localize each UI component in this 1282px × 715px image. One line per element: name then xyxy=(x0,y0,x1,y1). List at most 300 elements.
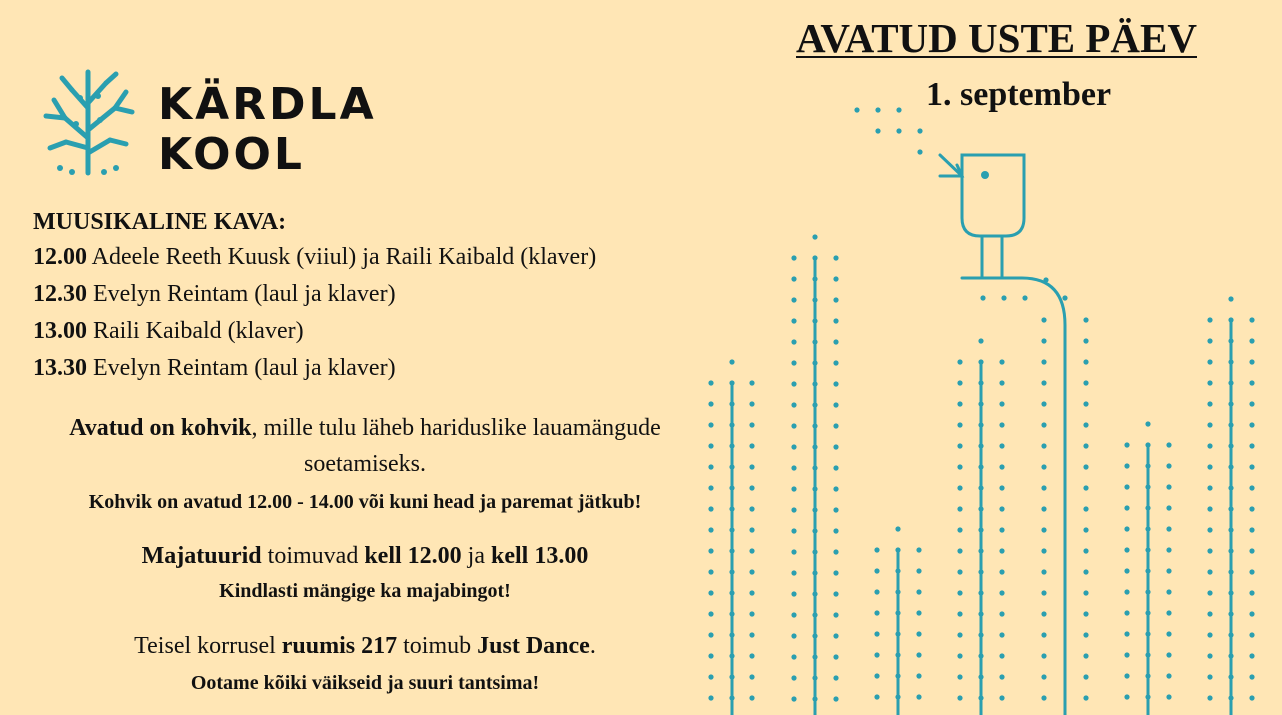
decorative-dot xyxy=(791,255,796,260)
decorative-dot xyxy=(957,443,962,448)
decorative-dot xyxy=(999,485,1004,490)
decorative-dot xyxy=(1041,653,1046,658)
decorative-dot xyxy=(957,422,962,427)
decorative-dot xyxy=(1124,442,1129,447)
decorative-dot xyxy=(1166,442,1171,447)
decorative-dot xyxy=(1228,506,1233,511)
decorative-dot xyxy=(1249,401,1254,406)
tour-text-2: ja xyxy=(461,543,491,569)
decorative-dot xyxy=(729,401,734,406)
decorative-dot xyxy=(1207,338,1212,343)
decorative-dot xyxy=(1083,401,1088,406)
decorative-dot xyxy=(1083,464,1088,469)
decorative-dot xyxy=(812,696,817,701)
decorative-dot xyxy=(812,444,817,449)
school-logo xyxy=(40,68,377,183)
decorative-dot xyxy=(833,696,838,701)
decorative-dot xyxy=(833,444,838,449)
decorative-dot xyxy=(957,569,962,574)
program-time: 13.30 xyxy=(33,355,87,381)
decorative-dot xyxy=(1145,547,1150,552)
decorative-dot xyxy=(729,506,734,511)
decorative-dot xyxy=(1124,484,1129,489)
decorative-dot xyxy=(1041,422,1046,427)
decorative-dot xyxy=(1062,295,1067,300)
decorative-dot xyxy=(1041,611,1046,616)
decorative-dot xyxy=(1249,569,1254,574)
dance-text-3: . xyxy=(589,633,596,659)
decorative-dot xyxy=(833,276,838,281)
decorative-dot xyxy=(708,401,713,406)
decorative-dot xyxy=(978,527,983,532)
decorative-dot xyxy=(708,611,713,616)
decorative-dot xyxy=(1145,652,1150,657)
decorative-dot xyxy=(1124,631,1129,636)
decorative-dot xyxy=(978,506,983,511)
decorative-dot xyxy=(791,318,796,323)
decorative-dot xyxy=(749,611,754,616)
decorative-dot xyxy=(1249,527,1254,532)
decorative-dot xyxy=(916,631,921,636)
decorative-dot xyxy=(1001,295,1006,300)
decorative-dot xyxy=(1145,421,1150,426)
decorative-dot xyxy=(978,359,983,364)
decorative-dot xyxy=(999,380,1004,385)
program-performer: Adeele Reeth Kuusk (viiul) ja Raili Kaibald (klaver) xyxy=(87,244,597,270)
decorative-dot xyxy=(999,569,1004,574)
decorative-dot xyxy=(1249,632,1254,637)
cafe-announcement xyxy=(20,410,710,482)
decorative-dot xyxy=(1041,695,1046,700)
decorative-dot xyxy=(1207,380,1212,385)
decorative-dot xyxy=(729,653,734,658)
decorative-dot xyxy=(791,507,796,512)
program-item xyxy=(33,276,723,313)
decorative-dot xyxy=(1166,610,1171,615)
decorative-dot xyxy=(1145,694,1150,699)
decorative-dot xyxy=(1228,443,1233,448)
decorative-dot xyxy=(1083,485,1088,490)
decorative-dot xyxy=(895,652,900,657)
decorative-dot xyxy=(978,611,983,616)
decorative-dot xyxy=(999,653,1004,658)
decorative-dot xyxy=(999,464,1004,469)
decorative-dot xyxy=(812,423,817,428)
decorative-dot xyxy=(957,548,962,553)
decorative-dot xyxy=(1083,653,1088,658)
decorative-dot xyxy=(1041,464,1046,469)
page-title: AVATUD USTE PÄEV xyxy=(796,15,1197,61)
decorative-dot xyxy=(1083,674,1088,679)
decorative-dot xyxy=(791,633,796,638)
decorative-dot xyxy=(895,694,900,699)
decorative-dot xyxy=(812,381,817,386)
decorative-dot xyxy=(1228,674,1233,679)
decorative-dot xyxy=(1207,506,1212,511)
decorative-dot xyxy=(729,611,734,616)
decorative-dot xyxy=(1145,673,1150,678)
decorative-dot xyxy=(812,612,817,617)
decorative-dot xyxy=(749,464,754,469)
tour-note: Kindlasti mängige ka majabingot! xyxy=(219,580,511,602)
decorative-dot xyxy=(1207,569,1212,574)
decorative-dot xyxy=(791,402,796,407)
decorative-dot xyxy=(1166,526,1171,531)
decorative-dot xyxy=(1083,548,1088,553)
decorative-dot xyxy=(1166,694,1171,699)
decorative-dot xyxy=(1083,317,1088,322)
decorative-dot xyxy=(916,547,921,552)
decorative-dot xyxy=(895,631,900,636)
decorative-dot xyxy=(1228,485,1233,490)
decorative-dot xyxy=(729,380,734,385)
decorative-dot xyxy=(1041,632,1046,637)
decorative-dot xyxy=(1041,485,1046,490)
decorative-dot xyxy=(895,526,900,531)
decorative-dot xyxy=(833,486,838,491)
decorative-dot xyxy=(978,338,983,343)
program-performer: Raili Kaibald (klaver) xyxy=(87,318,304,344)
decorative-dot xyxy=(1207,422,1212,427)
decorative-dot xyxy=(999,401,1004,406)
decorative-dot xyxy=(1083,380,1088,385)
decorative-dot xyxy=(1124,463,1129,468)
decorative-dot xyxy=(874,589,879,594)
dance-text-2: toimub xyxy=(397,633,478,659)
decorative-dot xyxy=(833,570,838,575)
decorative-dot xyxy=(833,339,838,344)
decorative-dot xyxy=(1249,359,1254,364)
decorative-dot xyxy=(999,422,1004,427)
decorative-dot xyxy=(957,695,962,700)
decorative-dot xyxy=(1145,568,1150,573)
decorative-dot xyxy=(1249,653,1254,658)
decorative-dot xyxy=(978,485,983,490)
decorative-dot xyxy=(791,696,796,701)
decorative-dot xyxy=(729,548,734,553)
decorative-dot xyxy=(1145,610,1150,615)
decorative-dot xyxy=(978,401,983,406)
decorative-dot xyxy=(1207,695,1212,700)
decorative-dot xyxy=(895,673,900,678)
decorative-dot xyxy=(1083,359,1088,364)
decorative-dot xyxy=(833,528,838,533)
decorative-dot xyxy=(1124,526,1129,531)
decorative-dot xyxy=(1249,695,1254,700)
decorative-dot xyxy=(791,339,796,344)
dance-bold-2: Just Dance xyxy=(477,633,590,659)
decorative-dot xyxy=(1145,631,1150,636)
decorative-dot xyxy=(1124,505,1129,510)
dance-bold-1: ruumis 217 xyxy=(281,633,398,659)
decorative-dot xyxy=(999,359,1004,364)
decorative-dot xyxy=(916,652,921,657)
logo-line-2: KOOL xyxy=(158,129,305,180)
decorative-dot xyxy=(999,590,1004,595)
decorative-dot xyxy=(1124,568,1129,573)
decorative-dot xyxy=(833,654,838,659)
decorative-dot xyxy=(833,297,838,302)
decorative-dot xyxy=(957,506,962,511)
decorative-dot xyxy=(957,401,962,406)
decorative-dot xyxy=(749,380,754,385)
decorative-dot xyxy=(874,673,879,678)
decorative-dot xyxy=(1228,338,1233,343)
decorative-dot xyxy=(999,674,1004,679)
decorative-dot xyxy=(812,234,817,239)
decorative-dot xyxy=(874,568,879,573)
decorative-dot xyxy=(1145,505,1150,510)
decorative-dot xyxy=(1207,590,1212,595)
tour-bold-3: kell 13.00 xyxy=(490,543,589,569)
decorative-dot xyxy=(729,359,734,364)
decorative-dot xyxy=(1166,673,1171,678)
decorative-dot xyxy=(1228,401,1233,406)
decorative-dot xyxy=(1249,380,1254,385)
decorative-dot xyxy=(874,610,879,615)
decorative-dot xyxy=(729,422,734,427)
dance-announcement xyxy=(20,628,710,664)
decorative-dot xyxy=(1249,548,1254,553)
tour-announcement xyxy=(20,538,710,574)
program-time: 12.00 xyxy=(33,244,87,270)
decorative-dot xyxy=(812,570,817,575)
decorative-dot xyxy=(1145,442,1150,447)
decorative-dot xyxy=(833,633,838,638)
event-date: 1. september xyxy=(926,76,1112,113)
decorative-dot xyxy=(916,673,921,678)
decorative-dot xyxy=(1083,527,1088,532)
decorative-dot xyxy=(1207,632,1212,637)
decorative-dot xyxy=(791,549,796,554)
decorative-dot xyxy=(1249,590,1254,595)
decorative-dot xyxy=(1166,589,1171,594)
decorative-dot xyxy=(1166,484,1171,489)
decorative-dot xyxy=(1041,401,1046,406)
decorative-dot xyxy=(1207,317,1212,322)
decorative-dot xyxy=(749,527,754,532)
decorative-dot xyxy=(749,506,754,511)
decorative-dot xyxy=(1145,484,1150,489)
tree-icon xyxy=(40,68,140,183)
decorative-dot xyxy=(833,423,838,428)
decorative-dot xyxy=(749,443,754,448)
decorative-dot xyxy=(833,612,838,617)
dance-text-1: Teisel korrusel xyxy=(134,633,282,659)
decorative-dot xyxy=(1207,401,1212,406)
decorative-dot xyxy=(1041,338,1046,343)
decorative-dot xyxy=(916,610,921,615)
program-time: 12.30 xyxy=(33,281,87,307)
logo-line-1: KÄRDLA xyxy=(158,79,377,130)
decorative-dot xyxy=(1166,631,1171,636)
decorative-dot xyxy=(1207,359,1212,364)
decorative-dot xyxy=(1166,547,1171,552)
decorative-dot xyxy=(1166,652,1171,657)
program-item xyxy=(33,313,723,350)
decorative-dot xyxy=(1022,295,1027,300)
decorative-dot xyxy=(896,107,901,112)
decorative-dot xyxy=(833,591,838,596)
cafe-hours: Kohvik on avatud 12.00 - 14.00 või kuni head ja paremat jätkub! xyxy=(88,491,642,513)
decorative-dot xyxy=(1041,380,1046,385)
decorative-dot xyxy=(957,632,962,637)
decorative-dot xyxy=(1249,611,1254,616)
music-program xyxy=(33,205,723,387)
decorative-dot xyxy=(875,128,880,133)
decorative-dot xyxy=(874,631,879,636)
decorative-dot xyxy=(1083,611,1088,616)
decorative-dot xyxy=(749,569,754,574)
decorative-dot xyxy=(833,402,838,407)
decorative-dot xyxy=(729,632,734,637)
decorative-dot xyxy=(999,527,1004,532)
decorative-dot xyxy=(1145,589,1150,594)
tour-text-1: toimuvad xyxy=(261,543,365,569)
logo-wordmark xyxy=(158,80,377,180)
decorative-dot xyxy=(833,507,838,512)
decorative-dot xyxy=(1228,590,1233,595)
decorative-dot xyxy=(957,359,962,364)
decorative-dot xyxy=(812,675,817,680)
cafe-bold: Avatud on kohvik xyxy=(69,415,252,441)
decorative-dot xyxy=(1083,695,1088,700)
decorative-dot xyxy=(1083,590,1088,595)
decorative-dot xyxy=(978,443,983,448)
decorative-dot xyxy=(812,528,817,533)
decorative-dot xyxy=(729,674,734,679)
decorative-dot xyxy=(916,694,921,699)
decorative-dot xyxy=(812,360,817,365)
decorative-dot xyxy=(978,380,983,385)
decorative-dot xyxy=(1249,338,1254,343)
decorative-dot xyxy=(1228,296,1233,301)
decorative-dot xyxy=(812,486,817,491)
decorative-dot xyxy=(917,128,922,133)
decorative-dot xyxy=(1207,443,1212,448)
decorative-dot xyxy=(1228,611,1233,616)
decorative-dot xyxy=(1207,653,1212,658)
decorative-dot xyxy=(749,485,754,490)
decorative-dot xyxy=(729,464,734,469)
decorative-dot xyxy=(957,653,962,658)
decorative-dot xyxy=(1228,380,1233,385)
decorative-dot xyxy=(1228,422,1233,427)
decorative-dot xyxy=(1041,674,1046,679)
decorative-dot xyxy=(895,568,900,573)
tour-bold-1: Majatuurid xyxy=(141,543,262,569)
decorative-dot xyxy=(875,107,880,112)
program-item xyxy=(33,239,723,276)
decorative-dot xyxy=(791,423,796,428)
decorative-dot xyxy=(812,654,817,659)
decorative-dot xyxy=(791,381,796,386)
decorative-dot xyxy=(791,528,796,533)
decorative-dot xyxy=(895,610,900,615)
decorative-dot xyxy=(1083,506,1088,511)
program-heading: MUUSIKALINE KAVA: xyxy=(33,209,287,235)
decorative-dot xyxy=(1207,674,1212,679)
decorative-dot xyxy=(978,632,983,637)
decorative-dot xyxy=(999,695,1004,700)
decorative-dot xyxy=(978,569,983,574)
decorative-dot xyxy=(1083,338,1088,343)
program-performer: Evelyn Reintam (laul ja klaver) xyxy=(87,281,396,307)
decorative-dot xyxy=(749,695,754,700)
decorative-dot xyxy=(1083,632,1088,637)
decorative-dot xyxy=(1249,464,1254,469)
decorative-dot xyxy=(957,527,962,532)
decorative-dot xyxy=(1041,548,1046,553)
decorative-dot xyxy=(833,381,838,386)
decorative-dot xyxy=(791,444,796,449)
decorative-dot xyxy=(708,527,713,532)
decorative-dot xyxy=(1228,527,1233,532)
decorative-dot xyxy=(729,443,734,448)
dance-note: Ootame kõiki väikseid ja suuri tantsima! xyxy=(190,672,540,694)
decorative-dot xyxy=(874,694,879,699)
decorative-dot xyxy=(1124,694,1129,699)
decorative-dot xyxy=(1145,463,1150,468)
decorative-dot xyxy=(978,674,983,679)
tour-bold-2: kell 12.00 xyxy=(364,543,462,569)
decorative-dot xyxy=(1228,359,1233,364)
decorative-dot xyxy=(812,549,817,554)
decorative-dot xyxy=(1124,589,1129,594)
decorative-dot xyxy=(812,297,817,302)
decorative-dot xyxy=(812,402,817,407)
decorative-dot xyxy=(1083,422,1088,427)
decorative-dot xyxy=(978,422,983,427)
decorative-dot xyxy=(1228,632,1233,637)
decorative-dot xyxy=(1228,464,1233,469)
decorative-dot xyxy=(1207,464,1212,469)
decorative-dot xyxy=(791,486,796,491)
decorative-dot xyxy=(1041,527,1046,532)
decorative-dot xyxy=(1207,611,1212,616)
program-time: 13.00 xyxy=(33,318,87,344)
decorative-dot xyxy=(978,695,983,700)
decorative-dot xyxy=(812,465,817,470)
decorative-dot xyxy=(729,695,734,700)
decorative-dot xyxy=(791,591,796,596)
decorative-dot xyxy=(978,464,983,469)
decorative-dot xyxy=(749,422,754,427)
decorative-dot xyxy=(916,589,921,594)
decorative-dot xyxy=(791,360,796,365)
decorative-dot xyxy=(1249,485,1254,490)
decorative-dot xyxy=(999,443,1004,448)
decorative-dot xyxy=(1207,527,1212,532)
decorative-dot xyxy=(833,255,838,260)
decorative-dot xyxy=(1041,590,1046,595)
decorative-dot xyxy=(957,611,962,616)
decorative-dot xyxy=(791,276,796,281)
decorative-dot xyxy=(749,632,754,637)
decorative-dot xyxy=(999,548,1004,553)
decorative-dot xyxy=(999,632,1004,637)
decorative-dot xyxy=(729,527,734,532)
decorative-dot xyxy=(1228,653,1233,658)
decorative-dot xyxy=(1083,569,1088,574)
decorative-dot xyxy=(749,548,754,553)
decorative-dot xyxy=(749,653,754,658)
decorative-dot xyxy=(1041,317,1046,322)
decorative-dot xyxy=(812,507,817,512)
decorative-dot xyxy=(874,547,879,552)
program-performer: Evelyn Reintam (laul ja klaver) xyxy=(87,355,396,381)
decorative-dot xyxy=(791,570,796,575)
